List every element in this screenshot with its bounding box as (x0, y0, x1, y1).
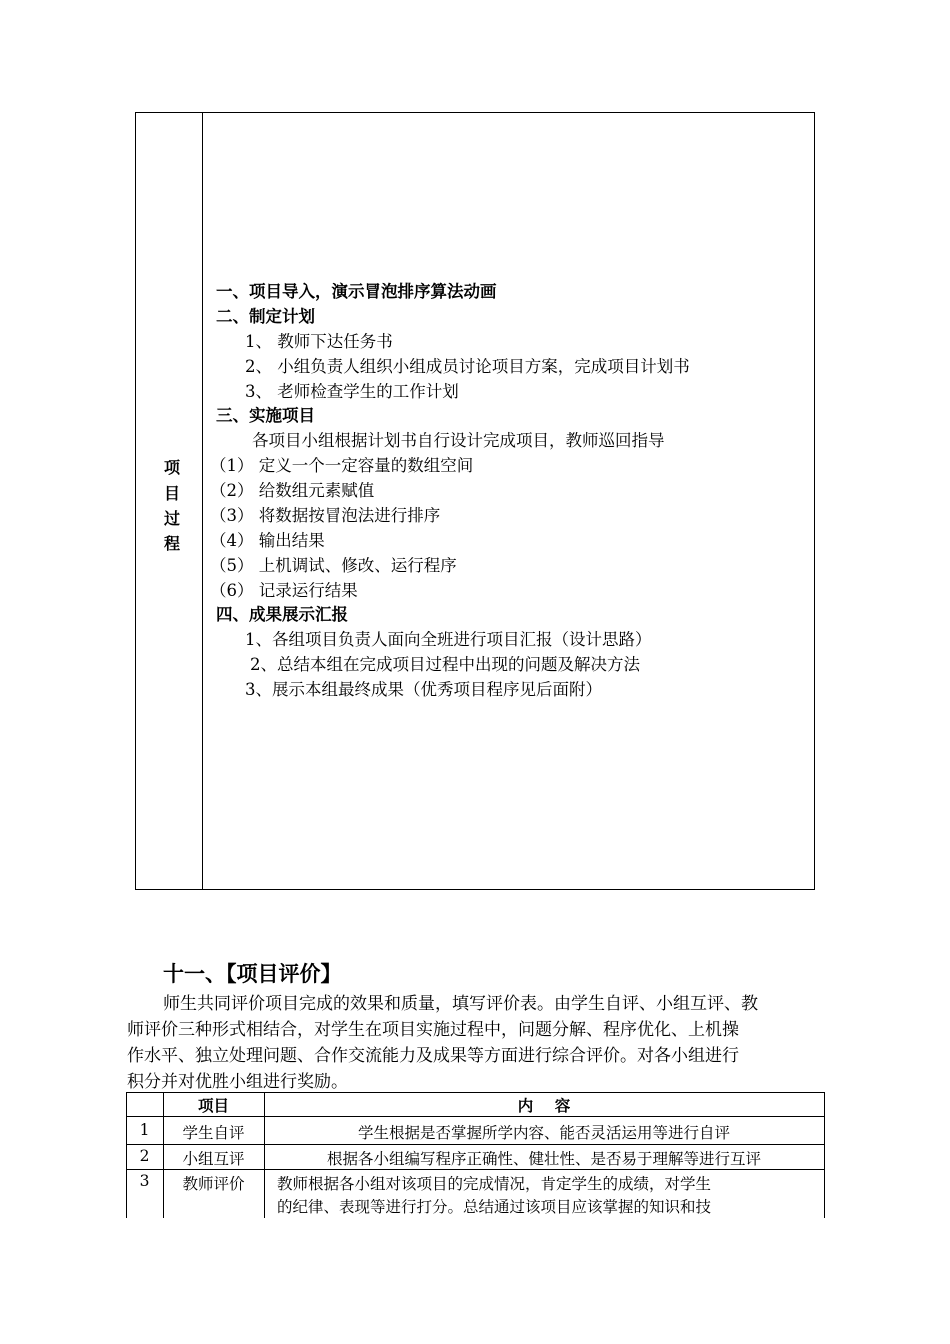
step-heading: 一、项目导入，演示冒泡排序算法动画 (216, 282, 497, 301)
step-item: （5） 上机调试、修改、运行程序 (210, 556, 457, 575)
table-rule (126, 1116, 824, 1117)
table-rule (824, 1092, 825, 1218)
row-no: 3 (139, 1172, 150, 1190)
step-item: 1、各组项目负责人面向全班进行项目汇报（设计思路） (245, 630, 652, 649)
section-title: 十一、【项目评价】 (163, 961, 342, 986)
row-content: 学生根据是否掌握所学内容、能否灵活运用等进行自评 (357, 1124, 730, 1142)
step-item: 1、 教师下达任务书 (245, 332, 393, 351)
table-rule (126, 1092, 824, 1093)
paragraph-line: 师评价三种形式相结合，对学生在项目实施过程中，问题分解、程序优化、上机操 (127, 1020, 739, 1040)
step-item: 2、 小组负责人组织小组成员讨论项目方案，完成项目计划书 (245, 357, 690, 376)
step-item: 2、总结本组在完成项目过程中出现的问题及解决方法 (250, 655, 640, 674)
step-item: （2） 给数组元素赋值 (210, 481, 375, 500)
process-label-char: 程 (163, 534, 180, 553)
table-rule (126, 1144, 824, 1145)
process-label-char: 过 (163, 509, 180, 528)
process-table (135, 112, 815, 890)
step-item: （3） 将数据按冒泡法进行排序 (210, 506, 441, 525)
row-item: 教师评价 (182, 1175, 245, 1193)
row-no: 1 (139, 1121, 150, 1139)
step-item: （6） 记录运行结果 (210, 581, 358, 600)
step-item: 3、 老师检查学生的工作计划 (245, 382, 459, 401)
step-item: （4） 输出结果 (210, 531, 325, 550)
step-item: 3、展示本组最终成果（优秀项目程序见后面附） (245, 680, 602, 699)
table-rule (126, 1169, 824, 1170)
row-content: 根据各小组编写程序正确性、健壮性、是否易于理解等进行互评 (326, 1150, 761, 1168)
process-label-char: 项 (163, 458, 180, 477)
step-heading: 四、成果展示汇报 (216, 605, 348, 624)
row-no: 2 (139, 1147, 150, 1165)
paragraph-line: 作水平、独立处理问题、合作交流能力及成果等方面进行综合评价。对各小组进行 (127, 1046, 739, 1066)
paragraph-line: 积分并对优胜小组进行奖励。 (127, 1072, 348, 1092)
step-item: 各项目小组根据计划书自行设计完成项目，教师巡回指导 (252, 431, 665, 450)
paragraph-line: 师生共同评价项目完成的效果和质量，填写评价表。由学生自评、小组互评、教 (163, 994, 758, 1014)
header-item: 项目 (197, 1096, 229, 1115)
step-heading: 二、制定计划 (216, 307, 315, 326)
process-table-divider (202, 112, 203, 890)
row-item: 学生自评 (182, 1124, 245, 1142)
header-content: 内 容 (517, 1096, 571, 1115)
process-label-char: 目 (163, 484, 180, 503)
row-content: 教师根据各小组对该项目的完成情况，肯定学生的成绩，对学生 (277, 1175, 712, 1193)
step-item: （1） 定义一个一定容量的数组空间 (210, 456, 474, 475)
row-item: 小组互评 (182, 1150, 245, 1168)
row-content: 的纪律、表现等进行打分。总结通过该项目应该掌握的知识和技 (277, 1198, 712, 1216)
step-heading: 三、实施项目 (216, 406, 315, 425)
